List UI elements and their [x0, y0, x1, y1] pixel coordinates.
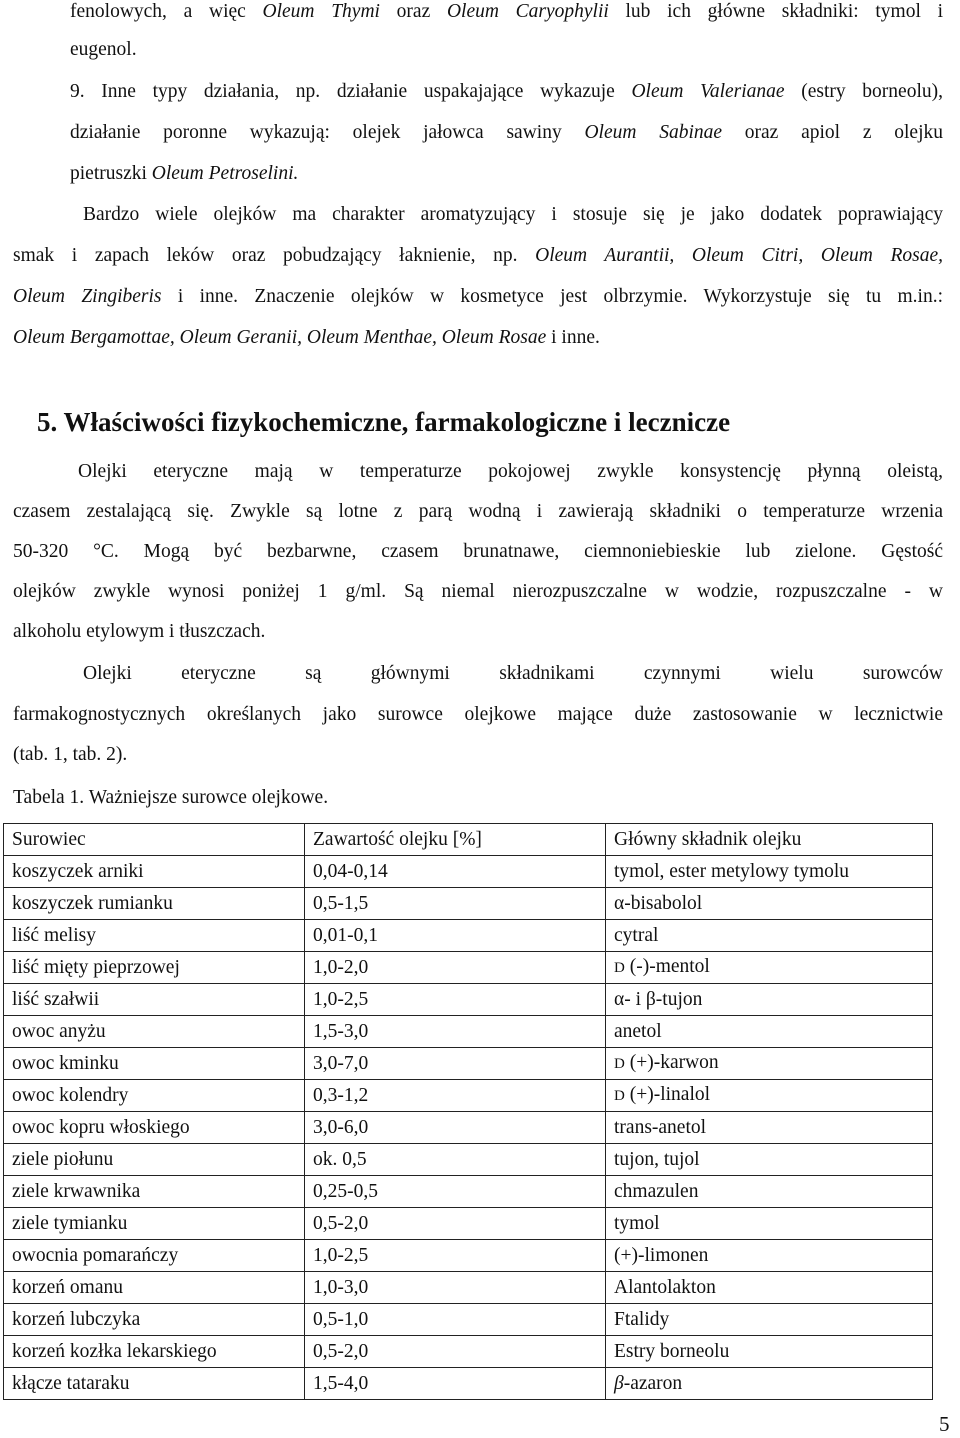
compound-name: tymol [614, 1212, 660, 1234]
cell-surowiec: korzeń omanu [4, 1272, 305, 1304]
cell-zawartosc: 3,0-6,0 [305, 1112, 606, 1144]
cell-zawartosc: 1,0-2,5 [305, 1240, 606, 1272]
cell-skladnik [606, 1304, 933, 1336]
cell-skladnik [606, 1016, 933, 1048]
table-row [4, 1336, 933, 1368]
compound-name: Ftalidy [614, 1308, 670, 1330]
cell-zawartosc: 0,5-1,0 [305, 1304, 606, 1336]
section-heading: 5. Właściwości fizykochemiczne, farmakologiczne i lecznicze [37, 407, 731, 437]
table-row [4, 856, 933, 888]
compound-name: (-)-mentol [624, 956, 710, 977]
table-row [4, 1368, 933, 1400]
cell-skladnik [606, 888, 933, 920]
paragraph-line: Olejki eteryczne mają w temperaturze pokojowej zwykle konsystencję płynną oleistą, [78, 461, 943, 482]
configuration-prefix: D [614, 1056, 625, 1072]
cell-surowiec: owoc anyżu [4, 1016, 305, 1048]
cell-skladnik [606, 984, 933, 1016]
paragraph-line: alkoholu etylowym i tłuszczach. [13, 621, 266, 642]
cell-skladnik [606, 1176, 933, 1208]
cell-surowiec: korzeń lubczyka [4, 1304, 305, 1336]
compound-name: α- i β-tujon [614, 988, 703, 1010]
table-row [4, 1304, 933, 1336]
table-row [4, 888, 933, 920]
paragraph-line: farmakognostycznych określanych jako surowce olejkowe mające duże zastosowanie w lecznictwie [13, 704, 943, 725]
list-item-9: 9. Inne typy działania, np. działanie uspakajające wykazuje Oleum Valerianae (estry borneolu), [70, 81, 943, 102]
table-row [4, 1080, 933, 1112]
cell-zawartosc: 1,5-4,0 [305, 1368, 606, 1400]
cell-zawartosc: 0,5-1,5 [305, 888, 606, 920]
compound-name: Estry borneolu [614, 1340, 730, 1362]
compound-name: -azaron [623, 1372, 683, 1394]
paragraph-line: olejków zwykle wynosi poniżej 1 g/ml. Są niemal nierozpuszczalne w wodzie, rozpuszczalne - w [13, 581, 943, 602]
cell-zawartosc: 1,5-3,0 [305, 1016, 606, 1048]
cell-zawartosc: 0,04-0,14 [305, 856, 606, 888]
cell-skladnik [606, 856, 933, 888]
compound-name: anetol [614, 1020, 662, 1042]
cell-surowiec: ziele krwawnika [4, 1176, 305, 1208]
cell-surowiec: owoc kolendry [4, 1080, 305, 1112]
cell-surowiec: owocnia pomarańczy [4, 1240, 305, 1272]
cell-zawartosc: 1,0-3,0 [305, 1272, 606, 1304]
paragraph-line: Olejki eteryczne są głównymi składnikami czynnymi wielu surowców [83, 663, 943, 684]
cell-skladnik [606, 1272, 933, 1304]
compound-name: tymol, ester metylowy tymolu [614, 860, 850, 882]
paragraph-line: eugenol. [70, 39, 137, 60]
compound-name: (+)-karwon [624, 1052, 719, 1073]
compound-name: tujon, tujol [614, 1148, 700, 1170]
cell-zawartosc: ok. 0,5 [305, 1144, 606, 1176]
compound-name: (+)-linalol [624, 1084, 711, 1105]
column-header-zawartosc: Zawartość olejku [%] [305, 824, 606, 856]
compound-name: chmazulen [614, 1180, 699, 1202]
paragraph-line: Oleum Zingiberis i inne. Znaczenie olejków w kosmetyce jest olbrzymie. Wykorzystuje się tu m.in.: [13, 286, 944, 307]
table-row [4, 1240, 933, 1272]
cell-skladnik [606, 1336, 933, 1368]
compound-name: trans-anetol [614, 1116, 707, 1138]
paragraph-line: działanie poronne wykazują: olejek jałowca sawiny Oleum Sabinae oraz apiol z olejku [70, 122, 943, 143]
cell-skladnik [606, 1048, 933, 1080]
cell-zawartosc: 0,3-1,2 [305, 1080, 606, 1112]
cell-skladnik [606, 920, 933, 952]
cell-skladnik [606, 1368, 933, 1400]
configuration-prefix: D [614, 1088, 625, 1104]
paragraph-line: 50-320 °C. Mogą być bezbarwne, czasem brunatnawe, ciemnoniebieskie lub zielone. Gęstość [13, 541, 943, 562]
configuration-prefix: D [614, 960, 625, 976]
cell-surowiec: kłącze tataraku [4, 1368, 305, 1400]
cell-zawartosc: 1,0-2,5 [305, 984, 606, 1016]
cell-surowiec: owoc kopru włoskiego [4, 1112, 305, 1144]
cell-zawartosc: 0,01-0,1 [305, 920, 606, 952]
cell-zawartosc: 3,0-7,0 [305, 1048, 606, 1080]
cell-surowiec: ziele tymianku [4, 1208, 305, 1240]
column-header-skladnik: Główny składnik olejku [606, 824, 933, 856]
cell-surowiec: korzeń kozłka lekarskiego [4, 1336, 305, 1368]
table-caption: Tabela 1. Ważniejsze surowce olejkowe. [13, 787, 329, 808]
table-row [4, 1208, 933, 1240]
table-header-row [4, 824, 933, 856]
cell-surowiec: koszyczek rumianku [4, 888, 305, 920]
paragraph-line: (tab. 1, tab. 2). [13, 744, 128, 765]
cell-zawartosc: 0,5-2,0 [305, 1336, 606, 1368]
cell-skladnik [606, 952, 933, 984]
paragraph-line: fenolowych, a więc Oleum Thymi oraz Oleum Caryophylii lub ich główne składniki: tymol i [70, 1, 943, 22]
oils-table [3, 823, 933, 1400]
table-row [4, 920, 933, 952]
cell-surowiec: liść mięty pieprzowej [4, 952, 305, 984]
cell-skladnik [606, 1112, 933, 1144]
compound-name: α-bisabolol [614, 892, 703, 914]
cell-surowiec: liść melisy [4, 920, 305, 952]
page-number: 5 [939, 1412, 950, 1436]
paragraph-line: pietruszki Oleum Petroselini. [70, 163, 299, 184]
compound-name: (+)-limonen [614, 1244, 709, 1266]
table-row [4, 1272, 933, 1304]
table-row [4, 952, 933, 984]
paragraph-line: Bardzo wiele olejków ma charakter aromatyzujący i stosuje się je jako dodatek poprawiający [83, 204, 943, 225]
table-row [4, 984, 933, 1016]
cell-skladnik [606, 1080, 933, 1112]
cell-skladnik [606, 1208, 933, 1240]
compound-name: Alantolakton [614, 1276, 716, 1298]
cell-skladnik [606, 1144, 933, 1176]
compound-name: cytral [614, 924, 659, 946]
cell-zawartosc: 0,25-0,5 [305, 1176, 606, 1208]
table-row [4, 1048, 933, 1080]
paragraph-line: czasem zestalającą się. Zwykle są lotne z parą wodną i zawierają składniki o temperaturze wrzenia [13, 501, 943, 522]
cell-surowiec: koszyczek arniki [4, 856, 305, 888]
table-row [4, 1016, 933, 1048]
cell-zawartosc: 1,0-2,0 [305, 952, 606, 984]
greek-prefix: β [614, 1372, 624, 1394]
table-row [4, 1112, 933, 1144]
cell-surowiec: liść szałwii [4, 984, 305, 1016]
cell-zawartosc: 0,5-2,0 [305, 1208, 606, 1240]
cell-surowiec: ziele piołunu [4, 1144, 305, 1176]
table-row [4, 1144, 933, 1176]
column-header-surowiec: Surowiec [4, 824, 305, 856]
table-row [4, 1176, 933, 1208]
paragraph-line: smak i zapach leków oraz pobudzający łaknienie, np. Oleum Aurantii, Oleum Citri, Oleum Rosae, [13, 245, 943, 266]
cell-surowiec: owoc kminku [4, 1048, 305, 1080]
cell-skladnik [606, 1240, 933, 1272]
paragraph-line: Oleum Bergamottae, Oleum Geranii, Oleum Menthae, Oleum Rosae i inne. [13, 327, 600, 348]
